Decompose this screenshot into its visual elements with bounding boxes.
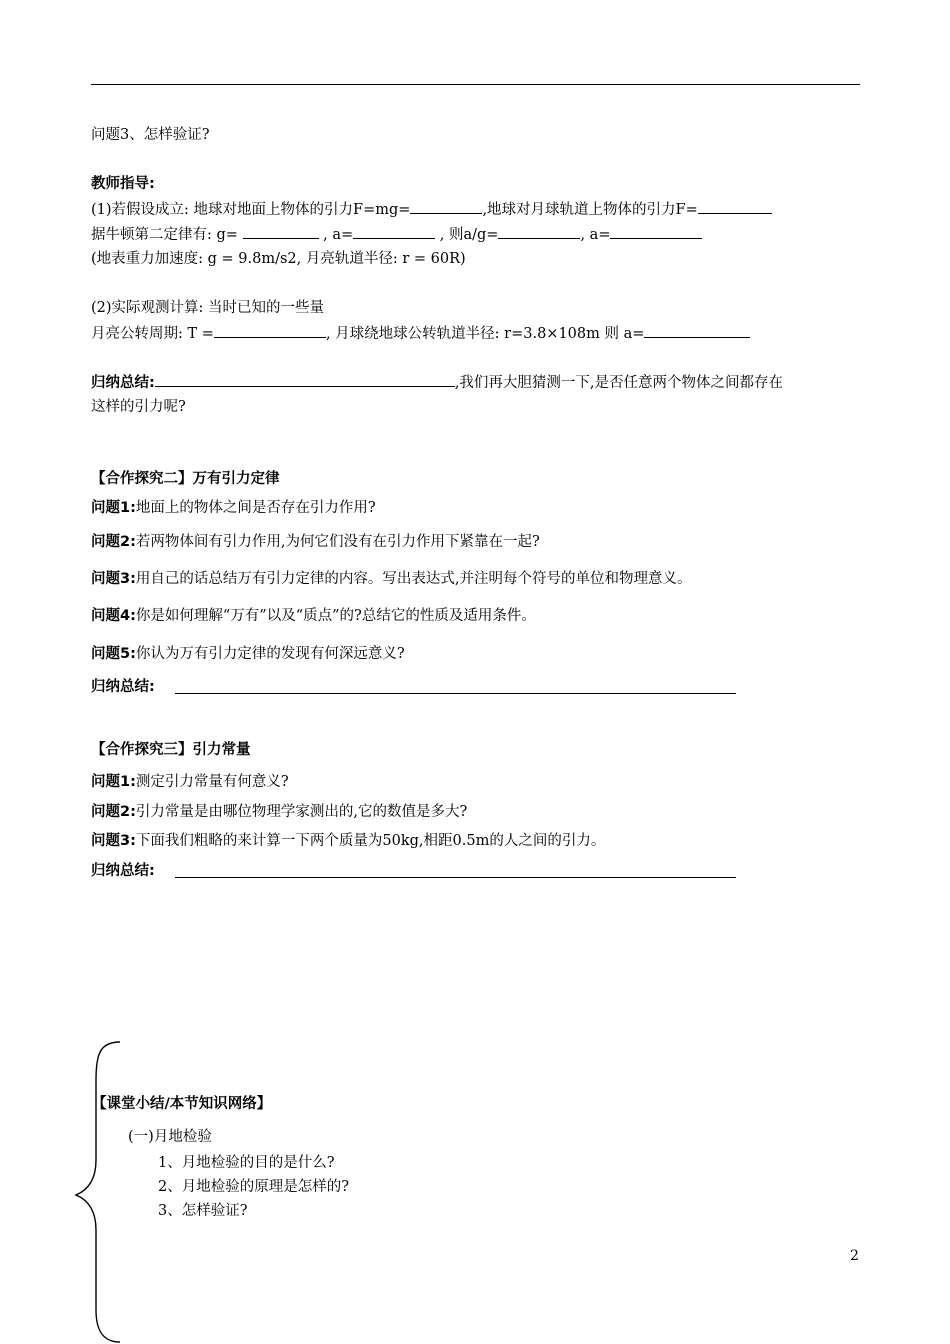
answer-blank[interactable] [498,224,580,239]
section-heading-2: 【合作探究二】万有引力定律 [91,471,280,487]
question-text: 地面上的物体之间是否存在引力作用? [135,500,376,516]
answer-blank[interactable] [243,224,319,239]
guide-line-2 [91,224,702,245]
answer-blank[interactable] [214,323,326,338]
answer-blank[interactable] [410,199,482,214]
question-text: 下面我们粗略的来计算一下两个质量为50kg,相距0.5m的人之间的引力。 [135,833,606,849]
answer-blank[interactable] [155,372,455,387]
summary-label: 归纳总结: [91,863,155,879]
answer-blank[interactable] [353,224,435,239]
answer-blank[interactable] [698,199,772,214]
guide-text: , 月球绕地球公转轨道半径: r=3.8×108m 则 a= [325,326,645,342]
question-label: 问题1: [91,774,136,790]
guide-text: ,地球对月球轨道上物体的引力F= [482,202,698,218]
question-text: 测定引力常量有何意义? [135,774,289,790]
summary-subheading: (一)月地检验 [128,1129,212,1145]
summary-item: 2、月地检验的原理是怎样的? [158,1179,349,1195]
guide-text: (1)若假设成立: 地球对地面上物体的引力F=mg= [91,202,411,218]
question-row [91,569,692,589]
question-row [91,606,536,626]
guide-text: 月亮公转周期: T = [91,326,214,342]
guide-line-1 [91,199,772,220]
question-row [91,772,289,792]
guide-line-3: (地表重力加速度: g = 9.8m/s2, 月亮轨道半径: r = 60R) [91,251,466,267]
summary-answer-line[interactable] [175,877,736,878]
question-3: 问题3、怎样验证? [91,127,210,143]
question-text: 若两物体间有引力作用,为何它们没有在引力作用下紧靠在一起? [135,534,540,550]
teacher-guide-heading: 教师指导: [91,176,155,192]
question-text: 你是如何理解“万有”以及“质点”的?总结它的性质及适用条件。 [135,608,536,624]
question-row [91,802,467,822]
guide-line-5 [91,323,750,344]
question-text: 引力常量是由哪位物理学家测出的,它的数值是多大? [135,804,468,820]
summary-text: ,我们再大胆猜测一下,是否任意两个物体之间都存在 [454,375,784,391]
page-number: 2 [850,1248,859,1264]
guide-text: 据牛顿第二定律有: g= [91,227,243,243]
question-row [91,532,540,552]
guide-line-4: (2)实际观测计算: 当时已知的一些量 [91,300,325,316]
question-label: 问题5: [91,646,136,662]
curly-brace-icon [70,1040,130,1344]
question-label: 问题2: [91,804,136,820]
question-text: 用自己的话总结万有引力定律的内容。写出表达式,并注明每个符号的单位和物理意义。 [135,571,692,587]
question-label: 问题1: [91,500,136,516]
question-row [91,498,376,518]
answer-blank[interactable] [610,224,702,239]
question-label: 问题3: [91,571,136,587]
question-label: 问题2: [91,534,136,550]
summary-line-2: 这样的引力呢? [91,399,186,415]
question-text: 你认为万有引力定律的发现有何深远意义? [135,646,405,662]
summary-item: 1、月地检验的目的是什么? [158,1155,335,1171]
summary-answer-line[interactable] [175,693,736,694]
summary-label: 归纳总结: [91,375,155,391]
question-label: 问题3: [91,833,136,849]
question-label: 问题4: [91,608,136,624]
summary-label: 归纳总结: [91,679,155,695]
guide-text: , 则a/g= [435,227,499,243]
question-row [91,644,405,664]
summary-item: 3、怎样验证? [158,1203,248,1219]
summary-heading: 【课堂小结/本节知识网络】 [92,1096,272,1112]
question-row [91,831,605,851]
section-heading-3: 【合作探究三】引力常量 [91,742,251,758]
header-rule [91,84,860,85]
guide-text: , a= [580,227,611,243]
summary-line-1 [91,372,783,393]
answer-blank[interactable] [644,323,750,338]
guide-text: , a= [318,227,354,243]
